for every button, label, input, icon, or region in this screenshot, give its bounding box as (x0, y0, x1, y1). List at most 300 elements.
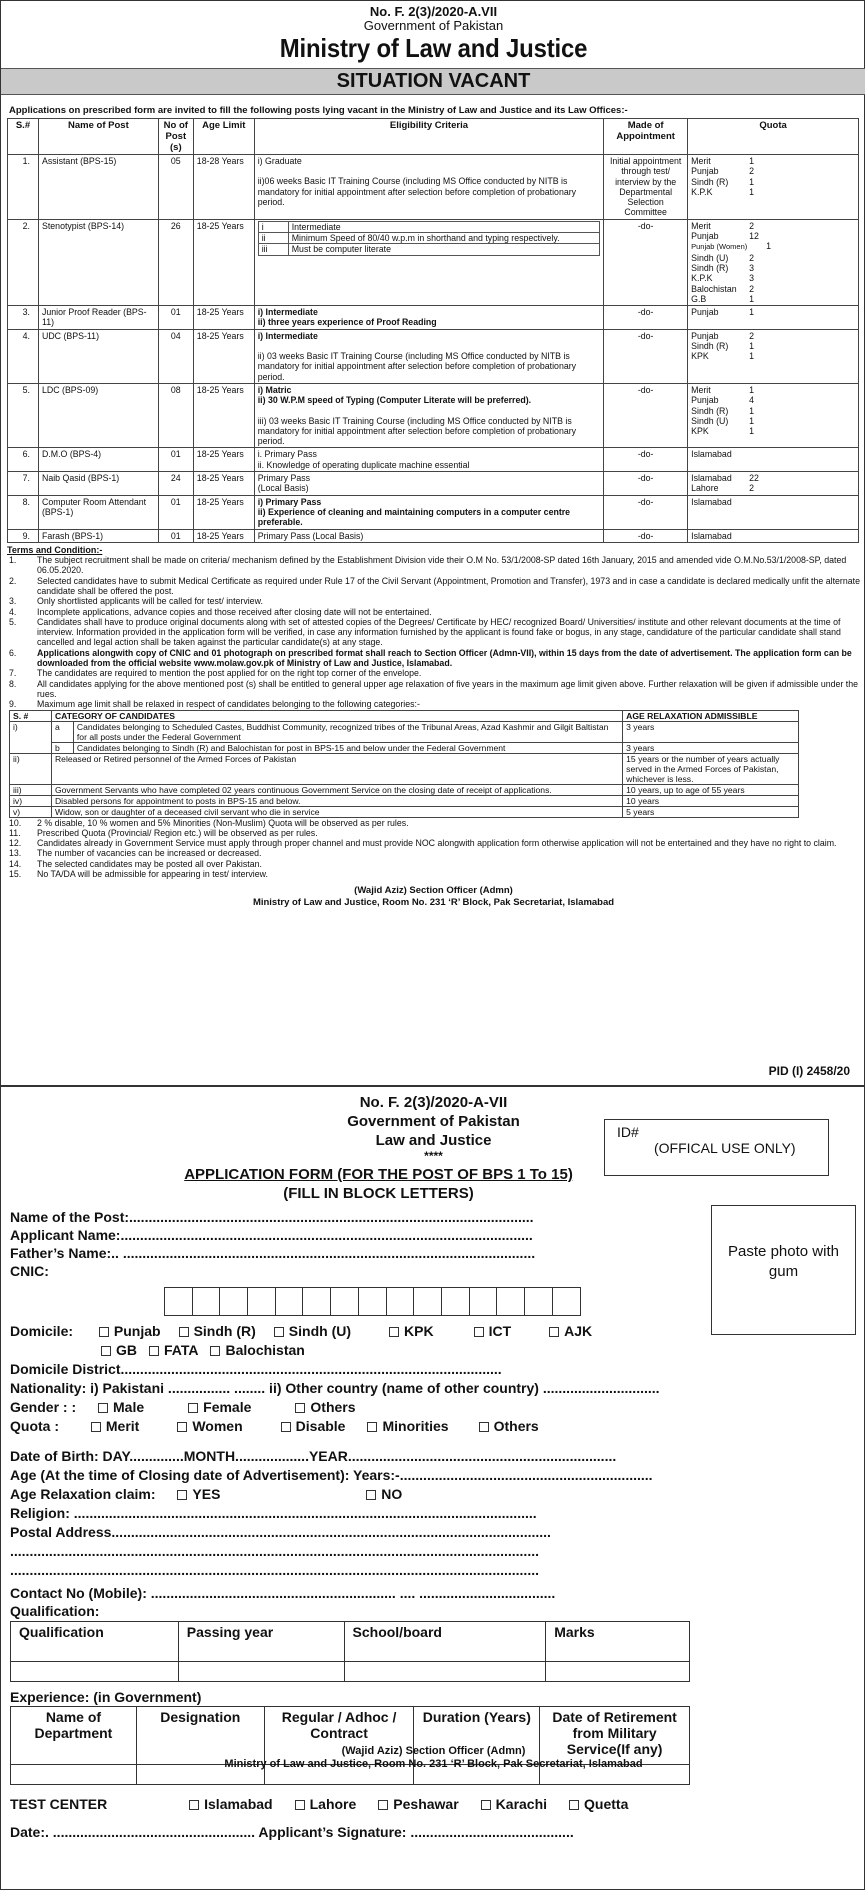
relax-yes-label: YES (192, 1486, 221, 1502)
term-text: Applications alongwith copy of CNIC and 01 photograph on prescribed format shall reach to Section Officer (Admn-VII), within 15 days from the date of advertisement. The application form can be downloaded from the official website www.molaw.gov.pk of Ministry of Law and Justice, Islamabad. (37, 647, 852, 669)
domicile-option[interactable] (149, 1342, 198, 1358)
cnic-digit-box[interactable] (497, 1288, 525, 1315)
relax-no-checkbox[interactable] (366, 1490, 376, 1500)
test-center-option[interactable] (481, 1796, 547, 1812)
criteria-line: i) Intermediate (257, 307, 318, 318)
quota-count: 2 (749, 166, 755, 177)
quota-count: 2 (749, 252, 755, 263)
domicile-option[interactable] (474, 1323, 512, 1339)
quota-count: 4 (749, 395, 755, 406)
column-header: Quota (688, 119, 859, 155)
domicile-option[interactable] (389, 1323, 434, 1339)
relax-category: Disabled persons for appointment to posts in BPS-15 and below. (51, 795, 622, 806)
quota-option[interactable] (177, 1418, 242, 1434)
criteria-line: i) Primary Pass (257, 496, 322, 507)
quota-option-label: Others (493, 1418, 539, 1434)
cnic-digit-box[interactable] (525, 1288, 553, 1315)
eligibility-criteria (254, 472, 603, 496)
cnic-digit-box[interactable] (553, 1288, 581, 1315)
post-count: 01 (158, 306, 193, 330)
test-center-option[interactable] (378, 1796, 458, 1812)
form-signature-block (1, 1745, 865, 1771)
age-relaxation-row (10, 1486, 402, 1502)
age-relaxation-label: Age Relaxation claim: (10, 1486, 156, 1502)
eligibility-criteria (254, 383, 603, 447)
post-name-field[interactable]: Name of the Post:........................................................................................................ (10, 1209, 534, 1225)
criteria-text: Minimum Speed of 80/40 w.p.m in shorthand and typing respectively. (288, 233, 599, 244)
age-limit: 18-25 Years (193, 219, 254, 305)
quota-count: 1 (749, 307, 755, 318)
quota-region: Punjab (691, 330, 719, 341)
domicile-option-label: AJK (564, 1323, 593, 1339)
criteria-num: ii (258, 233, 288, 244)
term-text: The subject recruitment shall be made on criteria/ mechanism defined by the Establishment Division vide their O.M No. 53/1/2008-SP dated 16th January, 2015 and amended vide O.M.No.53/1/2008-SP, dated 06.05.2020. (37, 555, 847, 576)
column-header: Eligibility Criteria (254, 119, 603, 155)
domicile-option-label: Balochistan (225, 1342, 305, 1358)
checkbox-icon[interactable] (378, 1800, 388, 1810)
quota-count: 1 (749, 176, 755, 187)
criteria-line: ii) 03 weeks Basic IT Training Course (including MS Office conducted by NITB is mandatory for initial appointment after selection before completion of probationary period. (257, 351, 577, 382)
post-name: D.M.O (BPS-4) (38, 448, 158, 472)
section-divider (1, 1085, 865, 1087)
appointment-mode: -do- (604, 383, 688, 447)
pid-number: PID (I) 2458/20 (768, 1064, 850, 1078)
qualification-column-header: School/board (344, 1622, 546, 1662)
domicile-row (10, 1323, 612, 1339)
term-number: 11. (9, 827, 21, 838)
term-number: 12. (9, 838, 22, 849)
column-header: No of Post (s) (158, 119, 193, 155)
cnic-digit-box[interactable] (276, 1288, 304, 1315)
quota-region: Lahore (691, 483, 719, 494)
term-text: Incomplete applications, advance copies and those received after closing date will not be entertained. (37, 606, 432, 617)
qualification-column-header: Qualification (11, 1622, 179, 1662)
quota-region: Sindh (U) (691, 252, 729, 263)
appointment-mode: -do- (604, 448, 688, 472)
row-serial: 5. (8, 383, 39, 447)
terms-list (7, 555, 860, 709)
age-limit: 18-25 Years (193, 472, 254, 496)
quota-option-label: Minorities (382, 1418, 449, 1434)
row-serial: 7. (8, 472, 39, 496)
quota-region: K.P.K (691, 186, 713, 197)
checkbox-icon[interactable] (99, 1327, 109, 1337)
quota-region: KPK (691, 426, 709, 437)
cnic-digit-box[interactable] (442, 1288, 470, 1315)
quota (688, 155, 859, 220)
form-signatory-address: Ministry of Law and Justice, Room No. 231 ‘R’ Block, Pak Secretariat, Islamabad (224, 1758, 643, 1770)
quota-count: 1 (749, 293, 755, 304)
criteria-line: i) Matric (257, 384, 292, 395)
checkbox-icon[interactable] (101, 1346, 111, 1356)
posts-table (7, 118, 859, 543)
post-name: Naib Qasid (BPS-1) (38, 472, 158, 496)
post-count: 26 (158, 219, 193, 305)
gender-option[interactable] (188, 1399, 251, 1415)
quota-entry (691, 166, 855, 176)
term-item (7, 848, 860, 858)
nationality-field[interactable]: Nationality: i) Pakistani ................ ........ ii) Other country (name of other country) .............................. (10, 1380, 660, 1396)
relax-no-label: NO (381, 1486, 403, 1502)
checkbox-icon[interactable] (149, 1346, 159, 1356)
test-center-option[interactable] (189, 1796, 272, 1812)
term-item (7, 869, 860, 879)
term-item (7, 668, 860, 678)
post-name: Junior Proof Reader (BPS-11) (38, 306, 158, 330)
quota-entry (691, 416, 855, 426)
quota-count: 1 (749, 426, 755, 437)
post-count: 01 (158, 448, 193, 472)
quota-entry (691, 263, 855, 273)
experience-column-header: Duration (Years) (414, 1707, 540, 1765)
qualification-table (10, 1621, 690, 1682)
relax-age: 15 years or the number of years actually served in the Armed Forces of Pakistan, whichever is less. (623, 753, 799, 784)
checkbox-icon[interactable] (281, 1422, 291, 1432)
criteria-line: ii) three years experience of Proof Reading (257, 317, 437, 328)
quota (688, 472, 859, 496)
test-center-row (10, 1796, 650, 1812)
office-use-label: (OFFICAL USE ONLY) (654, 1140, 796, 1156)
gender-option-label: Others (310, 1399, 356, 1415)
quota-region: Sindh (R) (691, 405, 729, 416)
form-ministry: Law and Justice (375, 1132, 492, 1149)
father-name-field[interactable]: Father’s Name:.. .......................................................................................................... (10, 1245, 536, 1261)
term-text: 2 % disable, 10 % women and 5% Minorities (Non-Muslim) Quota will be observed as per rules. (37, 817, 409, 828)
relax-sn: v) (10, 806, 52, 817)
appointment-mode: -do- (604, 472, 688, 496)
term-item (7, 596, 860, 606)
quota (688, 448, 859, 472)
appointment-mode: -do- (604, 306, 688, 330)
office-id-box (604, 1119, 829, 1176)
form-reference: No. F. 2(3)/2020-A-VII (359, 1094, 508, 1111)
quota-region: G.B (691, 293, 707, 304)
quota-region: Punjab (Women) (691, 242, 748, 252)
quota-count: 2 (749, 483, 755, 494)
test-center-option-label: Quetta (584, 1796, 629, 1812)
quota-count: 1 (749, 351, 755, 362)
criteria-line: ii) Experience of cleaning and maintaining computers in a computer centre preferable. (257, 506, 571, 528)
domicile-options-2 (101, 1342, 317, 1358)
appointment-mode: -do- (604, 495, 688, 529)
age-limit: 18-25 Years (193, 329, 254, 383)
qualification-title: Qualification: (10, 1603, 100, 1619)
eligibility-criteria (254, 219, 603, 305)
table-row (8, 383, 859, 447)
postal-address-field[interactable]: Postal Address................................................................................................................. (10, 1524, 551, 1540)
quota-entry (691, 497, 855, 507)
quota-count: 1 (749, 415, 755, 426)
cnic-digit-box[interactable] (248, 1288, 276, 1315)
qual-cell[interactable] (11, 1662, 179, 1682)
quota-region: Islamabad (691, 449, 732, 460)
quota-entry (691, 241, 855, 252)
term-item (7, 555, 860, 576)
quota (688, 383, 859, 447)
domicile-option[interactable] (99, 1323, 161, 1339)
checkbox-icon[interactable] (549, 1327, 559, 1337)
relax-sn: iii) (10, 784, 52, 795)
checkbox-icon[interactable] (569, 1800, 579, 1810)
quota-entry (691, 284, 855, 294)
terms-list-continued (7, 818, 860, 880)
postal-address-line-2[interactable]: ........................................................................................................................................ (10, 1543, 539, 1559)
checkbox-icon[interactable] (177, 1422, 187, 1432)
cnic-digit-box[interactable] (359, 1288, 387, 1315)
domicile-option-label: FATA (164, 1342, 199, 1358)
post-name: Assistant (BPS-15) (38, 155, 158, 220)
gender-option[interactable] (295, 1399, 355, 1415)
cnic-digit-box[interactable] (414, 1288, 442, 1315)
relax-row (10, 795, 799, 806)
domicile-option-label: GB (116, 1342, 137, 1358)
qual-cell[interactable] (546, 1662, 690, 1682)
quota-count: 1 (749, 186, 755, 197)
term-item (7, 859, 860, 869)
term-text: The number of vacancies can be increased or decreased. (37, 848, 262, 859)
cnic-input-boxes[interactable] (164, 1287, 581, 1316)
term-text: All candidates applying for the above mentioned post (s) shall be entitled to general upper age relaxation of five years in the maximum age limit given above. Further relaxation will be given if admissible under the rues. (37, 678, 859, 699)
gender-option[interactable] (98, 1399, 144, 1415)
term-text: Candidates already in Government Service must apply through proper channel and must provide NOC alongwith application form otherwise application will not be entertained and they have no right to claim. (37, 838, 837, 849)
table-row (8, 155, 859, 220)
row-serial: 6. (8, 448, 39, 472)
age-field[interactable]: Age (At the time of Closing date of Advertisement): Years:-................................................................. (10, 1467, 653, 1483)
term-number: 3. (9, 596, 17, 607)
dob-field[interactable]: Date of Birth: DAY..............MONTH...................YEAR..................................................................... (10, 1448, 617, 1464)
table-row (8, 495, 859, 529)
quota-option[interactable] (479, 1418, 539, 1434)
checkbox-icon[interactable] (479, 1422, 489, 1432)
criteria-line: (Local Basis) (257, 483, 309, 494)
quota-region: Islamabad (691, 473, 732, 484)
quota (688, 495, 859, 529)
quota-option-label: Women (192, 1418, 243, 1434)
quota-label: Quota : (10, 1418, 59, 1434)
test-center-option[interactable] (295, 1796, 357, 1812)
form-title: APPLICATION FORM (FOR THE POST OF BPS 1 To 15) (184, 1166, 573, 1183)
relax-header-age: AGE RELAXATION ADMISSIBLE (623, 710, 799, 721)
checkbox-icon[interactable] (295, 1800, 305, 1810)
term-number: 5. (9, 616, 17, 627)
term-item (7, 617, 860, 648)
table-row (8, 448, 859, 472)
form-stars: **** (424, 1149, 443, 1163)
relax-header-sn: S. # (10, 710, 52, 721)
cnic-digit-box[interactable] (165, 1288, 193, 1315)
quota-option[interactable] (281, 1418, 346, 1434)
quota-region: Merit (691, 220, 711, 231)
term-item (7, 679, 860, 700)
quota-entry (691, 177, 855, 187)
eligibility-criteria (254, 306, 603, 330)
post-count: 04 (158, 329, 193, 383)
term-item (7, 828, 860, 838)
cnic-digit-box[interactable] (220, 1288, 248, 1315)
term-item (7, 576, 860, 597)
cnic-digit-box[interactable] (331, 1288, 359, 1315)
cnic-digit-box[interactable] (470, 1288, 498, 1315)
row-serial: 9. (8, 529, 39, 542)
checkbox-icon[interactable] (189, 1800, 199, 1810)
checkbox-icon[interactable] (295, 1403, 305, 1413)
post-count: 08 (158, 383, 193, 447)
domicile-option-label: Sindh (U) (288, 1323, 352, 1339)
row-serial: 4. (8, 329, 39, 383)
cnic-digit-box[interactable] (303, 1288, 331, 1315)
domicile-option-label: Sindh (R) (193, 1323, 256, 1339)
term-text: Prescribed Quota (Provincial/ Region etc.) will be observed as per rules. (37, 827, 318, 838)
eligibility-criteria (254, 155, 603, 220)
postal-address-line-3[interactable]: ........................................................................................................................................ (10, 1562, 539, 1578)
term-number: 13. (9, 848, 22, 859)
checkbox-icon[interactable] (389, 1327, 399, 1337)
relax-age: 10 years, up to age of 55 years (623, 784, 799, 795)
quota-region: Sindh (R) (691, 262, 729, 273)
quota-entry (691, 395, 855, 405)
quota-region: Islamabad (691, 496, 732, 507)
term-item (7, 838, 860, 848)
quota-row (10, 1418, 559, 1434)
domicile-option[interactable] (179, 1323, 256, 1339)
signatory-address: Ministry of Law and Justice, Room No. 231 ‘R’ Block, Pak Secretariat, Islamabad (252, 897, 615, 909)
eligibility-criteria (254, 529, 603, 542)
term-item (7, 699, 860, 709)
checkbox-icon[interactable] (274, 1327, 284, 1337)
appointment-mode: Initial appointment through test/ interview by the Departmental Selection Committee (604, 155, 688, 220)
checkbox-icon[interactable] (367, 1422, 377, 1432)
criteria-text: Must be computer literate (288, 244, 599, 255)
relax-sub: b (51, 742, 73, 753)
post-count: 01 (158, 495, 193, 529)
term-number: 7. (9, 668, 17, 679)
post-name: UDC (BPS-11) (38, 329, 158, 383)
quota (688, 329, 859, 383)
quota-region: KPK (691, 351, 709, 362)
table-row (8, 529, 859, 542)
quota-region: Punjab (691, 231, 719, 242)
quota-count: 1 (749, 341, 755, 352)
relax-sub: a (51, 721, 73, 742)
term-number: 15. (9, 869, 22, 880)
contact-field[interactable]: Contact No (Mobile): ............................................................... .... ................................... (10, 1585, 556, 1601)
quota-entry (691, 473, 855, 483)
term-number: 10. (9, 817, 22, 828)
table-row (8, 472, 859, 496)
post-name: Stenotypist (BPS-14) (38, 219, 158, 305)
term-text: The selected candidates may be posted all over Pakistan. (37, 858, 262, 869)
eligibility-criteria (254, 495, 603, 529)
quota-entry (691, 307, 855, 317)
date-signature-line[interactable]: Date:. .................................................... Applicant’s Signature: .......................................... (10, 1824, 574, 1840)
quota-entry (691, 253, 855, 263)
checkbox-icon[interactable] (98, 1403, 108, 1413)
religion-field[interactable]: Religion: ....................................................................................................................... (10, 1505, 537, 1521)
row-serial: 8. (8, 495, 39, 529)
quota-entry (691, 156, 855, 166)
relax-yes-checkbox[interactable] (177, 1490, 187, 1500)
quota-region: K.P.K (691, 273, 713, 284)
row-serial: 2. (8, 219, 39, 305)
photo-box[interactable] (711, 1205, 856, 1335)
terms-title: Terms and Condition:- (7, 544, 103, 555)
quota-entry (691, 331, 855, 341)
quota-entry (691, 351, 855, 361)
term-text: No TA/DA will be admissible for appearing in test/ interview. (37, 869, 268, 880)
quota-entry (691, 231, 855, 241)
term-number: 8. (9, 678, 17, 689)
criteria-line: i) Intermediate (257, 330, 318, 341)
domicile-label: Domicile: (10, 1323, 74, 1339)
criteria-line: ii. Knowledge of operating duplicate machine essential (257, 459, 470, 470)
appointment-mode: -do- (604, 529, 688, 542)
age-limit: 18-28 Years (193, 155, 254, 220)
relax-age: 5 years (623, 806, 799, 817)
post-count: 05 (158, 155, 193, 220)
checkbox-icon[interactable] (188, 1403, 198, 1413)
domicile-option[interactable] (210, 1342, 304, 1358)
relax-sn: ii) (10, 753, 52, 784)
checkbox-icon[interactable] (481, 1800, 491, 1810)
table-row (8, 219, 859, 305)
qual-cell[interactable] (344, 1662, 546, 1682)
term-item (7, 607, 860, 617)
quota-region: Merit (691, 156, 711, 166)
quota-entry (691, 273, 855, 283)
cnic-label: CNIC: (10, 1263, 49, 1279)
quota-option[interactable] (367, 1418, 448, 1434)
checkbox-icon[interactable] (179, 1327, 189, 1337)
test-center-option-label: Karachi (495, 1796, 548, 1812)
quota-region: Sindh (R) (691, 176, 729, 187)
situation-vacant-banner: SITUATION VACANT (1, 68, 865, 95)
domicile-option[interactable] (101, 1342, 137, 1358)
column-header: Age Limit (193, 119, 254, 155)
column-header: Name of Post (38, 119, 158, 155)
qual-cell[interactable] (178, 1662, 344, 1682)
term-text: The candidates are required to mention the post applied for on the right top corner of the envelope. (37, 668, 422, 679)
term-number: 1. (9, 555, 17, 566)
advertisement (7, 1, 860, 909)
cnic-digit-box[interactable] (193, 1288, 221, 1315)
cnic-digit-box[interactable] (387, 1288, 415, 1315)
age-limit: 18-25 Years (193, 495, 254, 529)
relax-row (10, 784, 799, 795)
criteria-line: i. Primary Pass (257, 449, 317, 460)
relax-category: Government Servants who have completed 02 years continuous Government Service on the closing date of receipt of applications. (51, 784, 622, 795)
quota-entry (691, 187, 855, 197)
domicile-district-field[interactable]: Domicile District.................................................................................................. (10, 1361, 502, 1377)
applicant-name-field[interactable]: Applicant Name:.......................................................................................................... (10, 1227, 533, 1243)
checkbox-icon[interactable] (91, 1422, 101, 1432)
domicile-option[interactable] (549, 1323, 592, 1339)
test-center-option[interactable] (569, 1796, 628, 1812)
relax-header-category: CATEGORY OF CANDIDATES (51, 710, 622, 721)
term-text: Selected candidates have to submit Medical Certificate as required under Rule 17 of the Civil Servant (Appointment, Promotion and Transfer), 1973 and in case a candidate is declared medically unfit the alternate candidate shall be offered the post. (37, 575, 860, 596)
checkbox-icon[interactable] (474, 1327, 484, 1337)
quota-option-label: Merit (105, 1418, 140, 1434)
checkbox-icon[interactable] (210, 1346, 220, 1356)
gender-option-label: Female (203, 1399, 252, 1415)
quota-region: Islamabad (691, 530, 732, 541)
criteria-num: iii (258, 244, 288, 255)
domicile-option[interactable] (274, 1323, 351, 1339)
quota-option[interactable] (91, 1418, 139, 1434)
table-row (8, 329, 859, 383)
term-text: Maximum age limit shall be relaxed in respect of candidates belonging to the following categories:- (37, 699, 420, 710)
quota-option-label: Disable (295, 1418, 346, 1434)
column-header: S.# (8, 119, 39, 155)
